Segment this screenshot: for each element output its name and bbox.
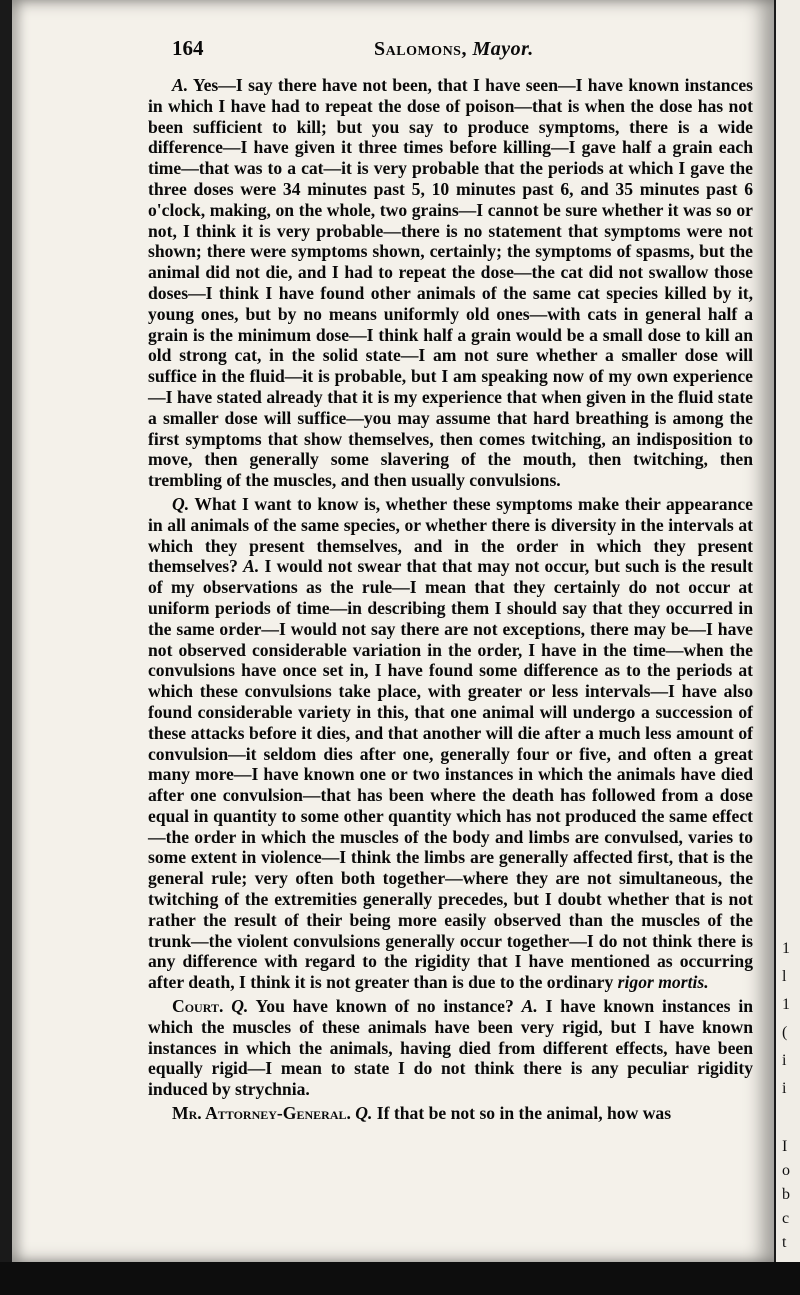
text-segment: You have known of no instance? — [248, 996, 522, 1017]
testimony-paragraph — [148, 75, 753, 491]
text-segment: I would not swear that that may not occur, but such is the result of my observations as the rule—I mean that they certainly do not occur at uniform periods of time—in describing them I should say that they occurred in the same order—I would not say there are not exceptions, there may be—I have not observed considerable variation in the order, I have in the time—when the convulsions have once set in, I have found some difference as to the periods at which these convulsions take place, with greater or less intervals—I have also found considerable variety in this, that one animal will undergo a succession of these attacks before it dies, and that another will die after a much less amount of convulsion—it seldom dies after one, generally four or five, and often a great many more—I have known one or two instances in which the animals have died after one convulsion—that has been where the death has followed from a dose equal in quantity to some other quantity which has not produced the same effect—the order in which the muscles of the body and limbs are convulsed, varies to some extent in violence—I think the limbs are generally affected first, that is the general rule; very often both together—where they are not simultaneous, the twitching of the extremities generally precedes, but I doubt whether that is not rather the result of their being more easily observed than the muscles of the trunk—the violent convulsions generally occur together—I do not think there is any difference with regard to the rigidity that I have mentioned as occurring after death, I think it is not greater than is due to the ordinary — [148, 556, 753, 993]
italic-text-segment: rigor mortis. — [617, 972, 709, 993]
facing-page-fragment: c — [782, 1210, 790, 1227]
court-question-text — [148, 996, 753, 1099]
adjacent-page-edge — [776, 0, 800, 1262]
page-number: 164 — [172, 36, 204, 60]
text-segment: If that be not so in the animal, how was — [372, 1103, 672, 1124]
attorney-question-paragraph — [148, 1103, 753, 1124]
running-head-title: Mayor. — [472, 38, 534, 60]
facing-page-fragment: o — [782, 1162, 790, 1179]
page-body — [148, 75, 753, 1124]
italic-text-segment: A. — [521, 996, 538, 1017]
page-header — [158, 36, 598, 66]
facing-page-fragment: 1 — [782, 940, 790, 957]
facing-page-fragment: i — [782, 1052, 787, 1069]
facing-page-fragment: ( — [782, 1024, 788, 1041]
italic-text-segment: Q. — [355, 1103, 373, 1124]
court-speaker-label: Court. — [172, 996, 224, 1017]
facing-page-fragment: t — [782, 1234, 787, 1251]
court-question-paragraph — [148, 996, 753, 1100]
text-segment: I have known instances in which the muscles of these animals have been very rigid, but I have known instances in which the animals, having died from different effects, have been equally rigid—I mean to state I do not think there is any peculiar rigidity induced by strychnia. — [148, 996, 754, 1100]
facing-page-fragment: b — [782, 1186, 790, 1203]
running-head-name: Salomons, — [374, 38, 467, 60]
text-segment: Yes—I say there have not been, that I have seen—I have known instances in which I have had to repeat the dose of poison—that is when the dose has not been sufficient to kill; but you say to produce symptoms, there is a wide difference—I have given it three times before killing—I gave half a grain each time—that was to a cat—it is very probable that the periods at which I gave the three doses were 34 minutes past 5, 10 minutes past 6, and 35 minutes past 6 o'clock, making, on the whole, two grains—I cannot be sure whether it was so or not, I think it is very probable—there is no statement that symptoms were not shown; there were symptoms shown, certainly; the symptoms of spasms, but the animal did not die, and I had to repeat the dose—the cat did not swallow those doses—I think I have found other animals of the same cat species killed by it, young ones, but by no means uniformly old ones—with cats in general half a grain is the minimum dose—I think half a grain would be a small dose to kill an old strong cat, in the solid state—I am not sure whether a smaller dose will suffice in the fluid—it is probable, but I am speaking now of my own experience—I have stated already that it is my experience that when given in the fluid state a smaller dose will suffice—you may assume that hard breathing is among the first symptoms that show themselves, then comes twitching, an indisposition to move, then generally some slavering of the mouth, then twitching, then trembling of the muscles, and then usually convulsions. — [148, 75, 753, 491]
testimony-paragraph — [148, 494, 753, 993]
attorney-question-text — [355, 1103, 671, 1123]
facing-page-fragment: 1 — [782, 996, 790, 1013]
facing-page-fragment: l — [782, 968, 787, 985]
running-head — [374, 38, 534, 61]
scan-bottom-border — [0, 1262, 800, 1295]
book-page — [12, 0, 774, 1262]
italic-text-segment: Q. — [231, 996, 249, 1017]
italic-text-segment: Q. — [172, 493, 190, 514]
attorney-speaker-label: Mr. Attorney-General. — [172, 1103, 351, 1124]
facing-page-fragment: I — [782, 1138, 788, 1155]
italic-text-segment: A. — [172, 75, 189, 95]
italic-text-segment: A. — [243, 556, 260, 577]
text-segment: What I want to know is, whether these symptoms make their appearance in all animals of the same species, or whether there is diversity in the intervals at which they present themselves, and in the order in which they present themselves? — [148, 493, 753, 577]
facing-page-fragment: i — [782, 1080, 787, 1097]
